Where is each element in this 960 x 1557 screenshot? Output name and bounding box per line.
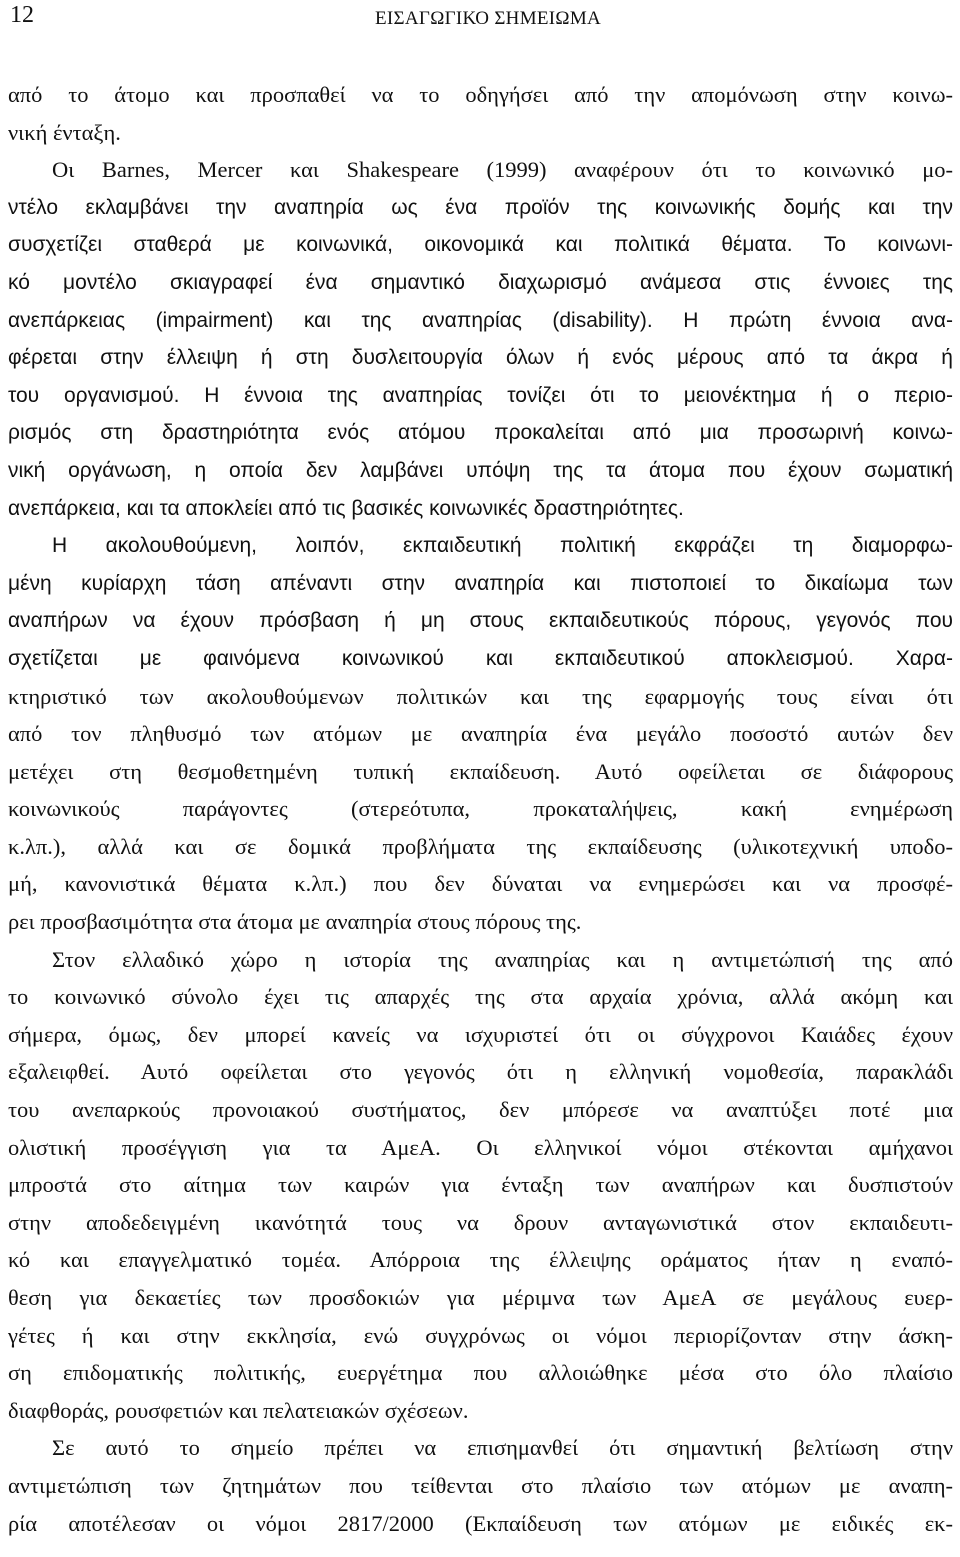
text-line: ρει προσβασιμότητα στα άτομα με αναπηρία στους πόρους της. bbox=[8, 909, 582, 935]
text-line: κοινωνικούς παράγοντες (στερεότυπα, προκαταλήψεις, κακή ενημέρωση bbox=[8, 796, 953, 822]
text-line: σχετίζεται με φαινόμενα κοινωνικού και εκπαιδευτικού αποκλεισμού. Χαρα- bbox=[8, 646, 953, 670]
text-line: ρισμός στη δραστηριότητα ενός ατόμου προκαλείται από μια προσωρινή κοινω- bbox=[8, 421, 953, 445]
text-line: θεση για δεκαετίες των προσδοκιών για μέριμνα των ΑμεΑ σε μεγάλους ευερ- bbox=[8, 1285, 953, 1310]
text-line: ανεπάρκειας (impairment) και της αναπηρίας (disability). Η πρώτη έννοια ανα- bbox=[8, 308, 953, 332]
text-line: εξαλειφθεί. Αυτό οφείλεται στο γεγονός ότι η ελληνική νομοθεσία, παρακλάδι bbox=[8, 1059, 953, 1085]
text-line: γέτες ή και στην εκκλησία, ενώ συγχρόνως οι νόμοι περιορίζονταν στην άσκη- bbox=[8, 1322, 953, 1348]
text-line: στην αποδεδειγμένη ικανότητά τους να δρουν ανταγωνιστικά στον εκπαιδευτι- bbox=[8, 1209, 953, 1235]
text-line: το κοινωνικό σύνολο έχει τις απαρχές της στα αρχαία χρόνια, αλλά ακόμη και bbox=[8, 984, 953, 1010]
text-line: αναπήρων να έχουν πρόσβαση ή μη στους εκπαιδευτικούς πόρους, γεγονός που bbox=[8, 609, 953, 633]
text-line: μετέχει στη θεσμοθετημένη τυπική εκπαίδευση. Αυτό οφείλεται σε διάφορους bbox=[8, 758, 953, 784]
text-line: του οργανισμού. Η έννοια της αναπηρίας τονίζει ότι το μειονέκτημα ή ο περιο- bbox=[8, 383, 953, 407]
text-line: ανεπάρκεια, και τα αποκλείει από τις βασικές κοινωνικές δραστηριότητες. bbox=[8, 496, 684, 520]
text-line: ση επιδοματικής πολιτικής, ευεργέτημα που αλλοιώθηκε μέσα στο όλο πλαίσιο bbox=[8, 1360, 953, 1386]
page-header bbox=[8, 2, 953, 36]
text-line: κό και επαγγελματικό τομέα. Απόρροια της έλλειψης οράματος ήταν η εναπό- bbox=[8, 1247, 953, 1273]
text-line: αντιμετώπιση των ζητημάτων που τείθενται στο πλαίσιο των ατόμων με αναπη- bbox=[8, 1472, 953, 1498]
text-line: Σε αυτό το σημείο πρέπει να επισημανθεί ότι σημαντική βελτίωση στην bbox=[52, 1435, 953, 1461]
text-line: σήμερα, όμως, δεν μπορεί κανείς να ισχυριστεί ότι οι σύγχρονοι Καιάδες έχουν bbox=[8, 1021, 953, 1047]
text-line: από τον πληθυσμό των ατόμων με αναπηρία ένα μεγάλο ποσοστό αυτών δεν bbox=[8, 721, 953, 747]
text-line: κ.λπ.), αλλά και σε δομικά προβλήματα της εκπαίδευσης (υλικοτεχνική υποδο- bbox=[8, 833, 953, 859]
text-line: ολιστική προσέγγιση για τα ΑμεΑ. Οι ελληνικοί νόμοι στέκονται αμήχανοι bbox=[8, 1134, 953, 1160]
text-line: φέρεται στην έλλειψη ή στη δυσλειτουργία όλων ή ενός μέρους από τα άκρα ή bbox=[8, 346, 953, 370]
text-line: συσχετίζει σταθερά με κοινωνικά, οικονομικά και πολιτικά θέματα. Το κοινωνι- bbox=[8, 233, 953, 257]
text-line: νική ένταξη. bbox=[8, 119, 121, 145]
page-number: 12 bbox=[10, 2, 34, 28]
text-line: Στον ελλαδικό χώρο η ιστορία της αναπηρίας και η αντιμετώπισή της από bbox=[52, 946, 953, 972]
text-line: μένη κυρίαρχη τάση απέναντι στην αναπηρία και πιστοποιεί το δικαίωμα των bbox=[8, 571, 953, 595]
text-line: του ανεπαρκούς προνοιακού συστήματος, δεν μπόρεσε να αναπτύξει ποτέ μια bbox=[8, 1097, 953, 1123]
text-line: από το άτομο και προσπαθεί να το οδηγήσει από την απομόνωση στην κοινω- bbox=[8, 82, 953, 107]
text-line: κτηριστικό των ακολουθούμενων πολιτικών και της εφαρμογής τους είναι ότι bbox=[8, 683, 953, 709]
text-line: νική οργάνωση, η οποία δεν λαμβάνει υπόψη της τα άτομα που έχουν σωματική bbox=[8, 458, 953, 482]
text-line: μπροστά στο αίτημα των καιρών για ένταξη των αναπήρων και δυσπιστούν bbox=[8, 1172, 953, 1198]
body-text bbox=[8, 76, 953, 1542]
text-line: Η ακολουθούμενη, λοιπόν, εκπαιδευτική πολιτική εκφράζει τη διαμορφω- bbox=[52, 534, 953, 558]
text-line: ντέλο εκλαμβάνει την αναπηρία ως ένα προϊόν της κοινωνικής δομής και την bbox=[8, 195, 953, 219]
document-page bbox=[8, 0, 953, 1557]
text-line: διαφθοράς, ρουσφετιών και πελατειακών σχέσεων. bbox=[8, 1397, 469, 1423]
text-line: κό μοντέλο σκιαγραφεί ένα σημαντικό διαχωρισμό ανάμεσα στις έννοιες της bbox=[8, 270, 953, 294]
text-line: Οι Barnes, Mercer και Shakespeare (1999) αναφέρουν ότι το κοινωνικό μο- bbox=[52, 157, 953, 183]
text-line: ρία αποτέλεσαν οι νόμοι 2817/2000 (Εκπαίδευση των ατόμων με ειδικές εκ- bbox=[8, 1510, 953, 1536]
text-line: μή, κανονιστικά θέματα κ.λπ.) που δεν δύναται να ενημερώσει και να προσφέ- bbox=[8, 871, 953, 897]
running-head: ΕΙΣΑΓΩΓΙΚΟ ΣΗΜΕΙΩΜΑ bbox=[375, 8, 602, 29]
